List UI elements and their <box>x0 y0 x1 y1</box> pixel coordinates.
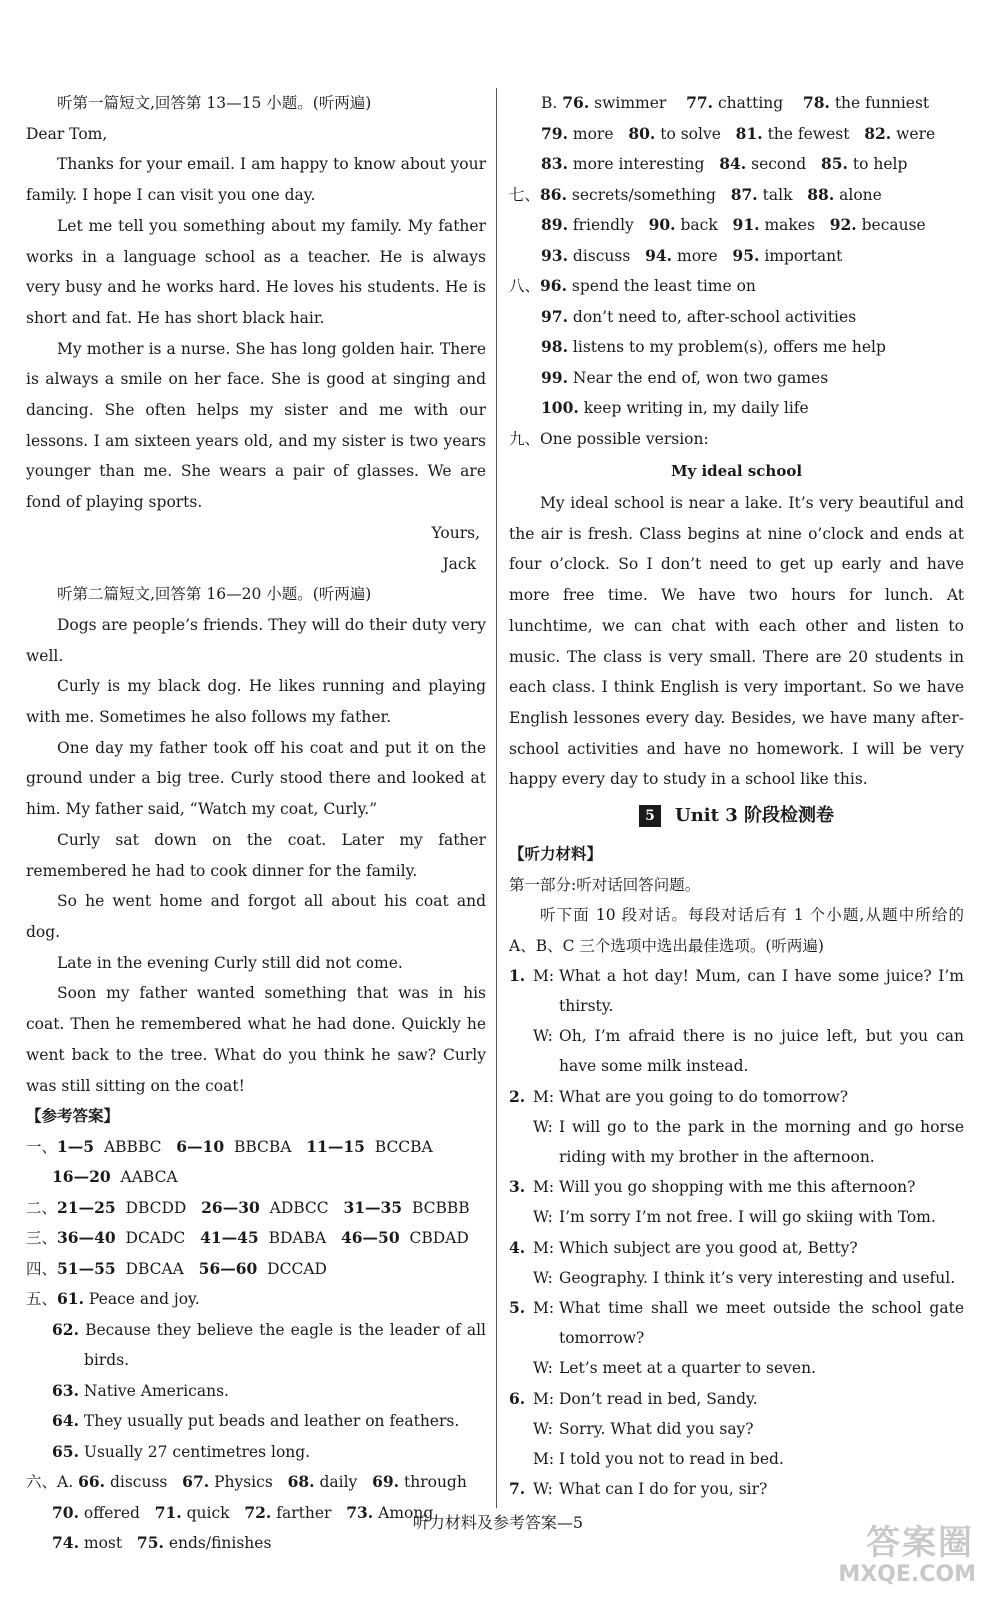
dialog-item: 3. M: Will you go shopping with me this afternoon? W: I’m sorry I’m not free. I will go skiing with Tom. <box>509 1177 936 1227</box>
essay-body: My ideal school is near a lake. It’s very beautiful and the air is fresh. Class begins at nine o’clock and ends at four o’clock. So I don’t need to get up early and have more free time. We have two hours for lunch. At lunchtime, we can chat with each other and listen to music. The class is very small. There are 20 students in each class. I think English is very important. So we have English lessones every day. Besides, we have many after-school activities and have no homework. I will be very happy every day to study in a school like this. <box>509 494 964 789</box>
dialog-item: 1. M: What a hot day! Mum, can I have some juice? I’m thirsty. W: Oh, I’m afraid there is no juice left, but you can have some milk instead. <box>509 965 964 1076</box>
answers-title: 【参考答案】 <box>26 1106 120 1126</box>
letter-signature: Jack <box>442 554 476 573</box>
story-paragraph: Curly sat down on the coat. Later my father remembered he had to cook dinner for the family. <box>26 830 486 880</box>
unit-heading <box>509 797 964 835</box>
answer-row: 64. They usually put beads and leather on feathers. <box>52 1411 460 1431</box>
letter-paragraph: My mother is a nurse. She has long golden hair. There is always a smile on her face. She is good at singing and dancing. She often helps my sister and me with our lessons. I am sixteen years old, and my sister is two years younger than me. She wears a pair of glasses. We are fond of playing sports. <box>26 339 486 512</box>
instructions: 听下面 10 段对话。每段对话后有 1 个小题,从题中所给的 A、B、C 三个选项中选出最佳选项。(听两遍) <box>509 906 964 955</box>
part-title: 第一部分:听对话回答问题。 <box>509 875 701 894</box>
answer-row: 70. offered 71. quick 72. farther 73. Among <box>52 1502 434 1522</box>
answer-row: 四、51—55 DBCAA 56—60 DCCAD <box>26 1258 327 1278</box>
section1-title: 听第一篇短文,回答第 13—15 小题。(听两遍) <box>57 94 372 112</box>
story-paragraph: So he went home and forgot all about his coat and dog. <box>26 892 486 941</box>
dialog-list <box>509 961 964 1505</box>
dialog-item: 2. M: What are you going to do tomorrow? W: I will go to the park in the morning and go horse riding with my brother in the afternoon. <box>509 1086 964 1167</box>
watermark-logo: 答案圈 <box>866 1523 974 1563</box>
section2-title: 听第二篇短文,回答第 16—20 小题。(听两遍) <box>57 585 372 604</box>
answer-row: 一、1—5 ABBBC 6—10 BBCBA 11—15 BCCBA <box>26 1136 433 1156</box>
answer-row: 89. friendly 90. back 91. makes 92. because <box>541 215 926 234</box>
essay-title: My ideal school <box>670 462 803 480</box>
right-column <box>509 88 964 1505</box>
story-paragraph: Curly is my black dog. He likes running and playing with me. Sometimes he also follows my father. <box>26 677 486 727</box>
answer-row: 74. most 75. ends/finishes <box>52 1533 272 1553</box>
story-paragraph: Late in the evening Curly still did not come. <box>57 953 403 972</box>
dialog-item: 5. M: What time shall we meet outside the school gate tomorrow? W: Let’s meet at a quarter to seven. <box>509 1298 964 1378</box>
answer-row: 98. listens to my problem(s), offers me help <box>541 337 886 356</box>
dialog-item: 6. M: Don’t read in bed, Sandy. W: Sorry. What did you say? M: I told you not to read in bed. <box>509 1388 784 1469</box>
story-paragraph: Dogs are people’s friends. They will do their duty very well. <box>26 615 486 665</box>
answer-row: B. 76. swimmer 77. chatting 78. the funniest <box>541 93 930 112</box>
letter-paragraph: Thanks for your email. I am happy to know about your family. I hope I can visit you one day. <box>26 155 486 205</box>
listening-label: 【听力材料】 <box>509 844 603 864</box>
answer-row: 83. more interesting 84. second 85. to help <box>541 154 908 173</box>
answer-row: 63. Native Americans. <box>52 1380 229 1400</box>
answer-row: 二、21—25 DBCDD 26—30 ADBCC 31—35 BCBBB <box>26 1197 470 1217</box>
story-paragraph: One day my father took off his coat and put it on the ground under a big tree. Curly stood there and looked at him. My father said, “Watch my coat, Curly.” <box>26 738 486 819</box>
answer-row: 79. more 80. to solve 81. the fewest 82. were <box>541 123 936 143</box>
unit-title: Unit 3 阶段检测卷 <box>675 805 834 827</box>
dialog-item: 4. M: Which subject are you good at, Betty? W: Geography. I think it’s very interesting and useful. <box>509 1237 956 1287</box>
answer-row: 八、96. spend the least time on <box>509 276 756 295</box>
letter-closing: Yours, <box>431 523 480 542</box>
answer-row: 100. keep writing in, my daily life <box>541 398 809 417</box>
left-column <box>26 88 486 1559</box>
answer-row: 93. discuss 94. more 95. important <box>541 245 843 265</box>
letter-greeting: Dear Tom, <box>26 124 108 143</box>
answer-row: 三、36—40 DCADC 41—45 BDABA 46—50 CBDAD <box>26 1228 469 1248</box>
answer-row: 99. Near the end of, won two games <box>541 367 829 387</box>
answer-row: 65. Usually 27 centimetres long. <box>52 1441 311 1461</box>
answer-row: 五、61. Peace and joy. <box>26 1289 200 1309</box>
dialog-item: 7. W: What can I do for you, sir? <box>509 1479 768 1499</box>
page-footer: 听力材料及参考答案—5 <box>412 1513 584 1532</box>
unit-number-badge: 5 <box>639 805 661 827</box>
column-divider <box>496 88 497 1508</box>
story-paragraph: Soon my father wanted something that was in his coat. Then he remembered what he had done. Quickly he went back to the tree. What do you think he saw? Curly was still sitting on the coat! <box>26 984 486 1095</box>
answer-row: 九、One possible version: <box>509 429 709 448</box>
watermark-url: MXQE.COM <box>838 1562 976 1587</box>
letter-paragraph: Let me tell you something about my family. My father works in a language school as a teacher. He is always very busy and he works hard. He loves his students. He is short and fat. He has short black hair. <box>26 216 486 327</box>
answer-row: 六、A. 66. discuss 67. Physics 68. daily 69. through <box>26 1472 467 1492</box>
answer-row: 62. Because they believe the eagle is the leader of all birds. <box>52 1319 486 1370</box>
answer-row: 97. don’t need to, after-school activities <box>541 306 857 326</box>
answer-row: 七、86. secrets/something 87. talk 88. alone <box>509 184 882 204</box>
answer-row: 16—20 AABCA <box>52 1167 178 1187</box>
